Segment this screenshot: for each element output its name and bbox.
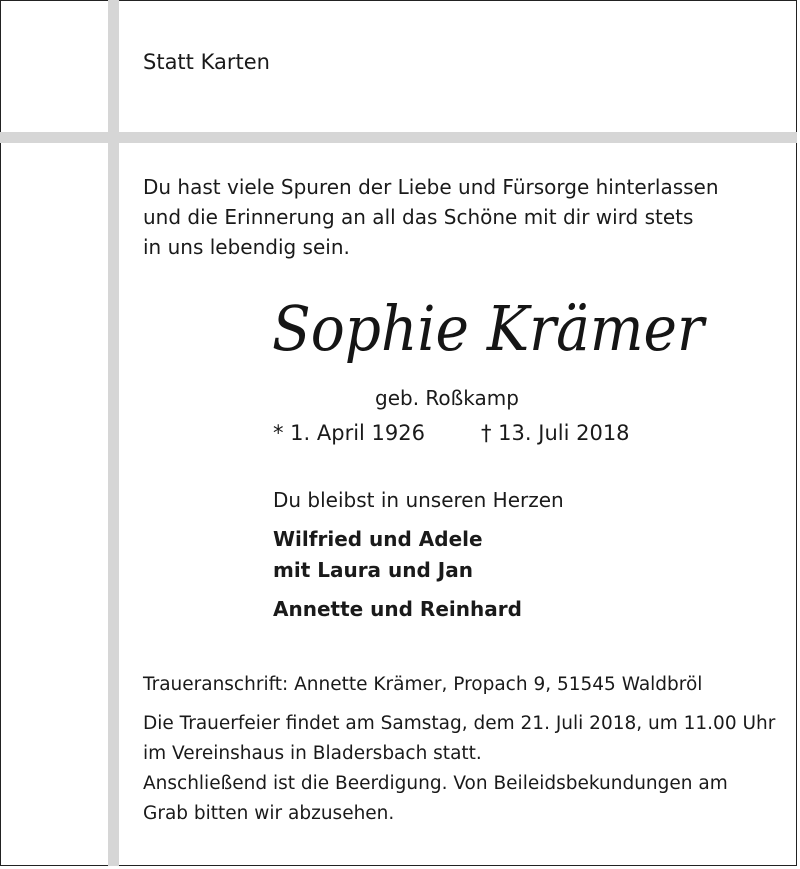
cross-vertical-bar <box>108 0 119 866</box>
cross-horizontal-bar <box>0 132 797 143</box>
poem-text <box>143 172 719 262</box>
life-dates <box>273 418 630 448</box>
ceremony-line: Grab bitten wir abzusehen. <box>143 803 395 824</box>
deceased-name-script <box>270 286 710 370</box>
death-date: † 13. Juli 2018 <box>481 421 630 445</box>
dedication-text: Du bleibst in unseren Herzen <box>273 488 564 512</box>
mourner-family: Annette und Reinhard <box>273 597 522 621</box>
poem-line: in uns lebendig sein. <box>143 235 350 259</box>
ceremony-line: im Vereinshaus in Bladersbach statt. <box>143 743 482 764</box>
ceremony-info <box>143 709 775 829</box>
mourning-address: Traueranschrift: Annette Krämer, Propach 9, 51545 Waldbröl <box>143 674 703 695</box>
statt-karten-label: Statt Karten <box>143 50 270 74</box>
birth-date: * 1. April 1926 <box>273 421 426 445</box>
ceremony-line: Die Trauerfeier findet am Samstag, dem 21. Juli 2018, um 11.00 Uhr <box>143 713 776 734</box>
poem-line: Du hast viele Spuren der Liebe und Fürsorge hinterlassen <box>143 175 719 199</box>
ceremony-line: Anschließend ist die Beerdigung. Von Beileidsbekundungen am <box>143 773 728 794</box>
poem-line: und die Erinnerung an all das Schöne mit dir wird stets <box>143 205 694 229</box>
birth-name: geb. Roßkamp <box>375 386 519 410</box>
mourner-family: Wilfried und Adele <box>273 527 483 551</box>
mourner-family: mit Laura und Jan <box>273 558 473 582</box>
svg-text:Sophie Krämer: Sophie Krämer <box>272 292 708 365</box>
